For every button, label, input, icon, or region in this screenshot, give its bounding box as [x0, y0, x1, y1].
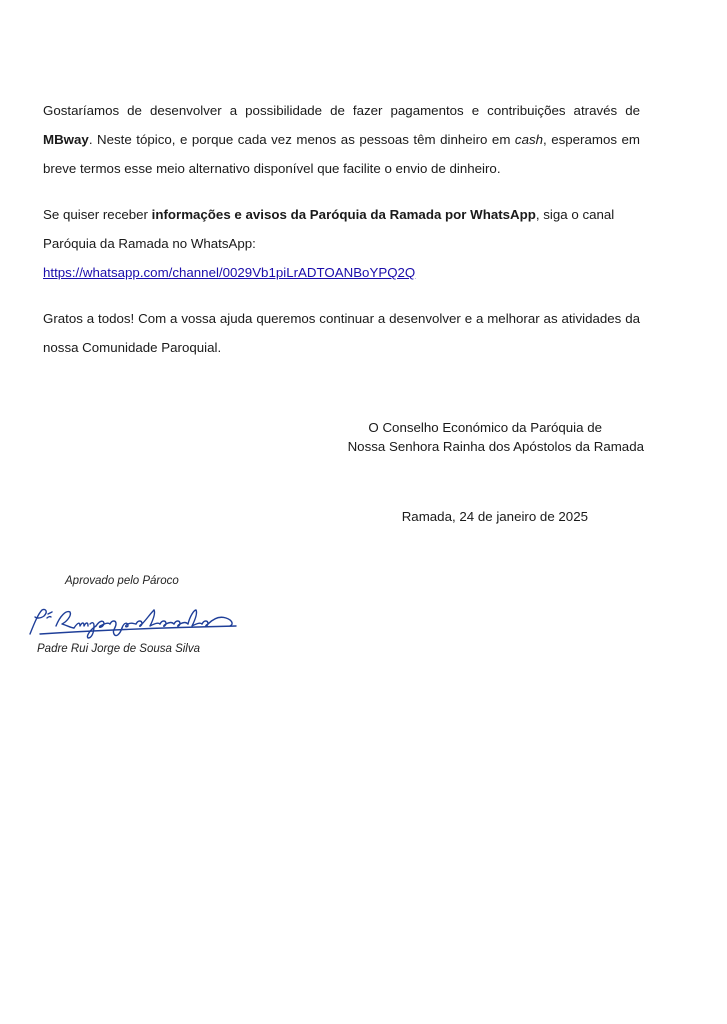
council-line-2: Nossa Senhora Rainha dos Apóstolos da Ramada [347, 439, 644, 454]
thanks-paragraph: Gratos a todos! Com a vossa ajuda queremos continuar a desenvolver e a melhorar as atividades da nossa Comunidade Paroquial. [43, 311, 640, 355]
whatsapp-highlight: informações e avisos da Paróquia da Ramada por WhatsApp [151, 207, 536, 222]
mbway-label: MBway [43, 132, 89, 147]
whatsapp-paragraph-intro: Se quiser receber [43, 207, 152, 222]
priest-name: Padre Rui Jorge de Sousa Silva [37, 643, 201, 655]
council-signature-block [300, 418, 644, 456]
approval-label: Aprovado pelo Pároco [65, 575, 179, 587]
cash-word: cash [514, 132, 544, 147]
mbway-paragraph-middle: . Neste tópico, e porque cada vez menos as pessoas têm dinheiro em [88, 132, 515, 147]
document-date: Ramada, 24 de janeiro de 2025 [401, 509, 588, 524]
council-line-1: O Conselho Económico da Paróquia de [368, 420, 602, 435]
mbway-paragraph [43, 96, 640, 183]
whatsapp-channel-link[interactable]: https://whatsapp.com/channel/0029Vb1piLrADTOANBoYPQ2Q [43, 265, 416, 280]
mbway-paragraph-end: , esperamos em breve termos esse meio alternativo disponível que facilite o envio de dinheiro. [43, 132, 640, 176]
mbway-paragraph-intro: Gostaríamos de desenvolver a possibilidade de fazer pagamentos e contribuições através de [43, 103, 640, 118]
handwritten-signature [26, 604, 240, 640]
whatsapp-paragraph [43, 200, 640, 287]
whatsapp-paragraph-end: , siga o canal Paróquia da Ramada no WhatsApp: [43, 207, 615, 251]
